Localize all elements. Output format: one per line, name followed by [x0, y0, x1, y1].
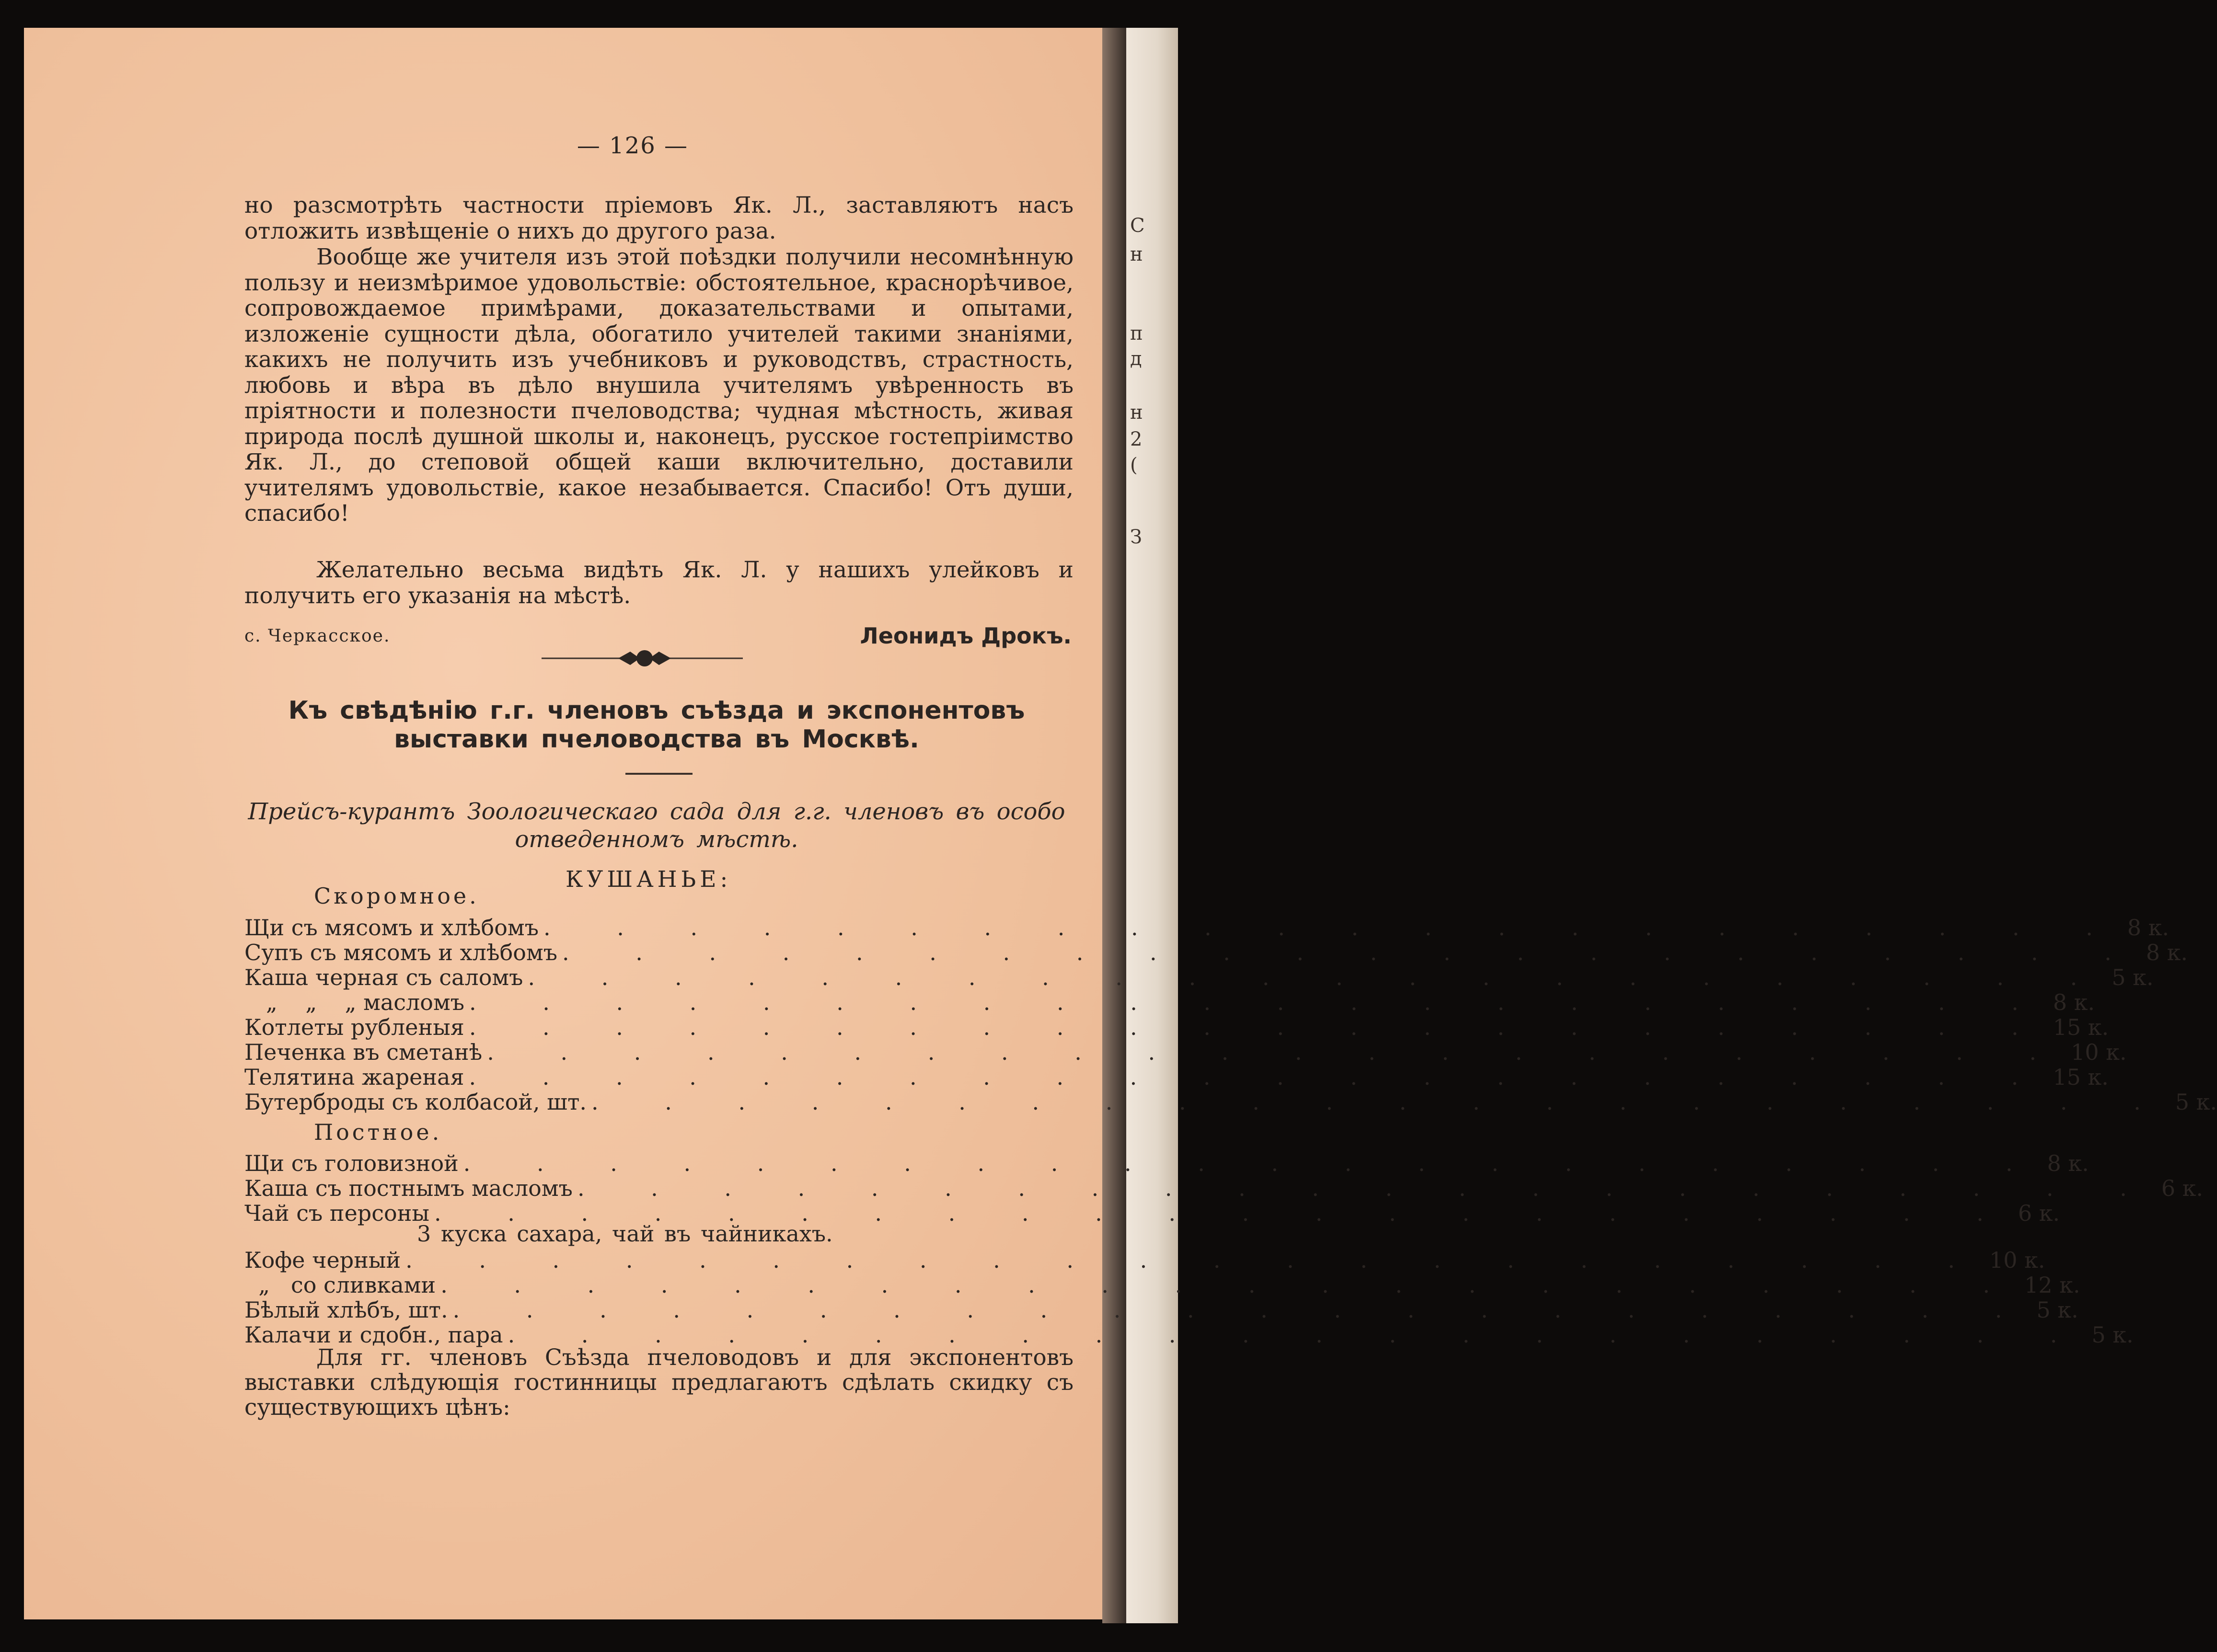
menu-item-name: Чай съ персоны — [244, 1200, 429, 1226]
menu-item — [244, 989, 2095, 1015]
menu-item-name: Супъ съ мясомъ и хлѣбомъ — [244, 940, 558, 965]
menu-title: КУШАНЬЕ: — [566, 866, 732, 893]
leader-dots: . . . . . . . . . . . . . . . . . . . . . . — [469, 989, 2048, 1015]
menu-item — [244, 1089, 2217, 1115]
menu-item-price: 15 к. — [2053, 1064, 2109, 1090]
menu-item-name: „ „ „ масломъ — [266, 989, 465, 1015]
leader-dots: . . . . . . . . . . . . . . . . . . . . . . — [469, 1064, 2048, 1090]
signature-place: с. Черкасское. — [244, 626, 391, 646]
paragraph-continued: но разсмотрѣть частности пріемовъ Як. Л., заставляютъ насъ отложить извѣщеніе о нихъ до другого раза. — [244, 192, 1074, 244]
menu-item — [244, 940, 2188, 965]
menu-item-price: 5 к. — [2175, 1089, 2217, 1115]
next-page-char: н — [1130, 243, 1143, 265]
menu-item-name: Калачи и сдобн., пара — [244, 1322, 503, 1348]
heading-rule — [625, 773, 693, 775]
leader-dots: . . . . . . . . . . . . . . . . . . . . . . — [508, 1322, 2087, 1348]
next-page-edge — [1126, 28, 1178, 1623]
tea-note: 3 куска сахара, чай въ чайникахъ. — [417, 1221, 833, 1247]
menu-item — [244, 1014, 2109, 1040]
menu-item-name: Каша черная съ саломъ — [244, 964, 523, 990]
menu-item — [244, 1247, 2045, 1273]
menu-item-name: „ со сливками — [244, 1272, 436, 1298]
menu-item-name: Бутерброды съ колбасой, шт. — [244, 1089, 587, 1115]
leader-dots: . . . . . . . . . . . . . . . . . . . . . . — [463, 1150, 2043, 1176]
menu-item-price: 5 к. — [2036, 1297, 2078, 1323]
menu-item — [244, 964, 2154, 990]
menu-item — [244, 1297, 2078, 1323]
menu-item-price: 12 к. — [2024, 1272, 2080, 1298]
menu-item-name: Бѣлый хлѣбъ, шт. — [244, 1297, 448, 1323]
next-page-char: п — [1130, 322, 1143, 344]
closing-paragraph: Для гг. членовъ Съѣзда пчеловодовъ и для экспонентовъ выставки слѣдующія гостинницы предлагаютъ сдѣлать скидку съ существующихъ цѣнъ: — [244, 1344, 1074, 1421]
menu-item — [244, 1272, 2080, 1298]
next-page-char: З — [1130, 526, 1142, 548]
section-title-skoromnoe: Скоромное. — [314, 883, 479, 909]
menu-item-name: Телятина жареная — [244, 1064, 464, 1090]
next-page-char: д — [1130, 348, 1142, 370]
next-page-char: н — [1130, 402, 1143, 424]
next-page-char: С — [1130, 215, 1145, 237]
menu-item — [244, 1175, 2203, 1201]
next-page-char: ( — [1130, 454, 1138, 476]
leader-dots: . . . . . . . . . . . . . . . . . . . . . . — [543, 915, 2123, 941]
menu-item-price: 6 к. — [2161, 1175, 2203, 1201]
paragraph-teachers: Вообще же учителя изъ этой поѣздки получили несомнѣнную пользу и неизмѣримое удовольствіе: обстоятельное, краснорѣчивое, сопровождаемое примѣрами, доказательствами и опытами, изложеніе сущности дѣла, обогатило учителей такими знаніями, какихъ не получить изъ учебниковъ и руководствъ, страстность, любовь и вѣра въ дѣло внушила учителямъ увѣренность въ пріятности и полезности пчеловодства; чудная мѣстность, живая природа послѣ душной школы и, наконецъ, русское гостепріимство Як. Л., до степовой общей каши включительно, доставили учителямъ удовольствіе, какое незабывается. Спасибо! Отъ души, спасибо! — [244, 244, 1074, 527]
page-number: — 126 — — [577, 132, 689, 159]
next-page-char: 2 — [1130, 428, 1143, 450]
menu-item-price: 15 к. — [2053, 1014, 2109, 1040]
leader-dots: . . . . . . . . . . . . . . . . . . . . . . — [469, 1014, 2048, 1040]
menu-item-price: 5 к. — [2112, 964, 2154, 990]
leader-dots: . . . . . . . . . . . . . . . . . . . . . . — [591, 1089, 2171, 1115]
leader-dots: . . . . . . . . . . . . . . . . . . . . . . — [452, 1297, 2032, 1323]
menu-item — [244, 1150, 2089, 1176]
menu-item-name: Щи съ мясомъ и хлѣбомъ — [244, 915, 539, 941]
ornament-divider — [542, 648, 743, 667]
leader-dots: . . . . . . . . . . . . . . . . . . . . . . — [440, 1272, 2020, 1298]
menu-item-name: Котлеты рубленыя — [244, 1014, 464, 1040]
leader-dots: . . . . . . . . . . . . . . . . . . . . . . — [528, 964, 2107, 990]
menu-item — [244, 1064, 2109, 1090]
menu-item-price: 5 к. — [2091, 1322, 2134, 1348]
leader-dots: . . . . . . . . . . . . . . . . . . . . . . — [487, 1039, 2067, 1065]
notice-heading: Къ свѣдѣнію г.г. членовъ съѣзда и экспонентовъ выставки пчеловодства въ Москвѣ. — [288, 696, 1025, 754]
menu-item-price: 8 к. — [2053, 989, 2095, 1015]
menu-item-price: 6 к. — [2018, 1200, 2060, 1226]
price-list-subtitle: Прейсъ-курантъ Зоологическаго сада для г.г. членовъ въ особо отведенномъ мѣстѣ. — [248, 798, 1065, 853]
paragraph-wish: Желательно весьма видѣть Як. Л. у нашихъ улейковъ и получить его указанія на мѣстѣ. — [244, 557, 1074, 609]
menu-item-price: 10 к. — [1989, 1247, 2045, 1273]
menu-item — [244, 915, 2169, 941]
menu-item-price: 10 к. — [2071, 1039, 2127, 1065]
leader-dots: . . . . . . . . . . . . . . . . . . . . . . — [405, 1247, 1985, 1273]
menu-item-name: Каша съ постнымъ масломъ — [244, 1175, 573, 1201]
menu-item — [244, 1322, 2134, 1348]
leader-dots: . . . . . . . . . . . . . . . . . . . . . . — [434, 1200, 2013, 1226]
menu-item-price: 8 к. — [2047, 1150, 2089, 1176]
menu-item-price: 8 к. — [2146, 940, 2188, 965]
menu-item-name: Печенка въ сметанѣ — [244, 1039, 483, 1065]
menu-item-name: Щи съ головизной — [244, 1150, 459, 1176]
leader-dots: . . . . . . . . . . . . . . . . . . . . . . — [562, 940, 2141, 965]
menu-item — [244, 1039, 2127, 1065]
signature-author: Леонидъ Дрокъ. — [860, 623, 1072, 649]
menu-item-name: Кофе черный — [244, 1247, 401, 1273]
menu-item-price: 8 к. — [2127, 915, 2169, 941]
section-title-postnoe: Постное. — [314, 1119, 442, 1145]
leader-dots: . . . . . . . . . . . . . . . . . . . . . . — [577, 1175, 2157, 1201]
